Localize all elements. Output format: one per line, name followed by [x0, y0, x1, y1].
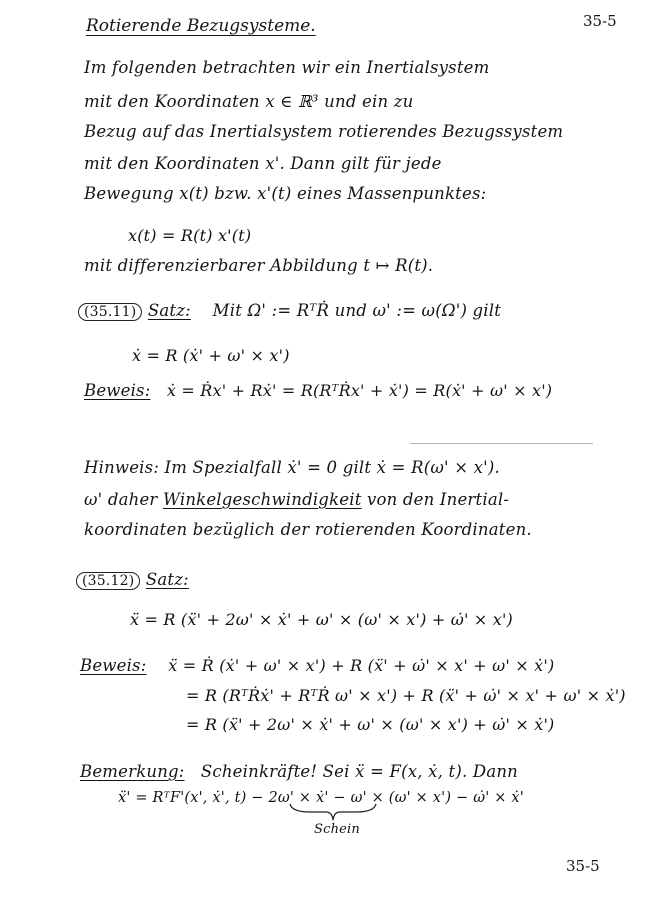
page-number-bottom: 35-5 — [566, 857, 600, 875]
theorem-statement: Mit Ω' := RᵀṘ und ω' := ω(Ω') gilt — [212, 301, 502, 320]
brace-label: Schein — [314, 822, 360, 837]
remark-label: Bemerkung: — [80, 762, 185, 781]
remark-formula: ẍ' = RᵀF'(x', ẋ', t) − 2ω' × ẋ' − ω' × (ω' × x') − ω̇' × ẋ' — [118, 790, 524, 806]
note-keyword: Winkelgeschwindigkeit — [162, 490, 362, 509]
proof-formula: ẍ = Ṙ (ẋ' + ω' × x') + R (ẍ' + ω̇' × x' + ω' × ẋ') — [168, 656, 555, 675]
theorem-word: Satz: — [145, 570, 189, 589]
theorem-number: (35.12) — [76, 572, 140, 590]
proof-label: Beweis: — [84, 381, 151, 400]
note-line: koordinaten bezüglich der rotierenden Koordinaten. — [84, 520, 532, 539]
proof-35-12 — [80, 656, 554, 675]
theorem-word: Satz: — [147, 301, 191, 320]
proof-label: Beweis: — [80, 656, 147, 675]
underbrace-icon — [288, 802, 378, 824]
intro-line: Bewegung x(t) bzw. x'(t) eines Massenpunktes: — [84, 184, 487, 203]
remark — [80, 762, 518, 781]
mapping-line: mit differenzierbarer Abbildung t ↦ R(t). — [84, 256, 434, 275]
intro-line: Im folgenden betrachten wir ein Inertialsystem — [84, 58, 490, 77]
proof-formula-line: = R (RᵀṘẋ' + RᵀṘ ω' × x') + R (ẍ' + ω̇' × x' + ω' × ẋ') — [186, 686, 626, 705]
proof-35-11 — [84, 381, 552, 400]
theorem-35-12 — [76, 570, 189, 590]
page-number-top: 35-5 — [583, 12, 617, 30]
note-rest: von den Inertial- — [361, 490, 510, 509]
proof-formula-line: = R (ẍ' + 2ω' × ẋ' + ω' × (ω' × x') + ω̇' × ẋ') — [186, 715, 555, 734]
theorem-number: (35.11) — [78, 303, 142, 321]
intro-line: Bezug auf das Inertialsystem rotierendes Bezugssystem — [84, 122, 564, 141]
note-line: Hinweis: Im Spezialfall ẋ' = 0 gilt ẋ = R(ω' × x'). — [84, 458, 500, 477]
note-omega: ω' daher — [84, 490, 163, 509]
equation-position: x(t) = R(t) x'(t) — [128, 226, 252, 245]
intro-line: mit den Koordinaten x'. Dann gilt für jede — [84, 154, 442, 173]
separator-line — [410, 443, 593, 444]
intro-line: mit den Koordinaten x ∈ ℝ³ und ein zu — [84, 92, 414, 111]
theorem-formula: ẍ = R (ẍ' + 2ω' × ẋ' + ω' × (ω' × x') + ω̇' × x') — [130, 610, 513, 629]
note-line — [84, 490, 509, 509]
remark-text: Scheinkräfte! Sei ẍ = F(x, ẋ, t). Dann — [200, 762, 519, 781]
proof-formula: ẋ = Ṙx' + Rẋ' = R(RᵀṘx' + ẋ') = R(ẋ' + ω' × x') — [166, 381, 553, 400]
theorem-formula: ẋ = R (ẋ' + ω' × x') — [132, 346, 290, 365]
theorem-35-11 — [78, 301, 501, 321]
page-title: Rotierende Bezugsysteme. — [86, 16, 316, 36]
